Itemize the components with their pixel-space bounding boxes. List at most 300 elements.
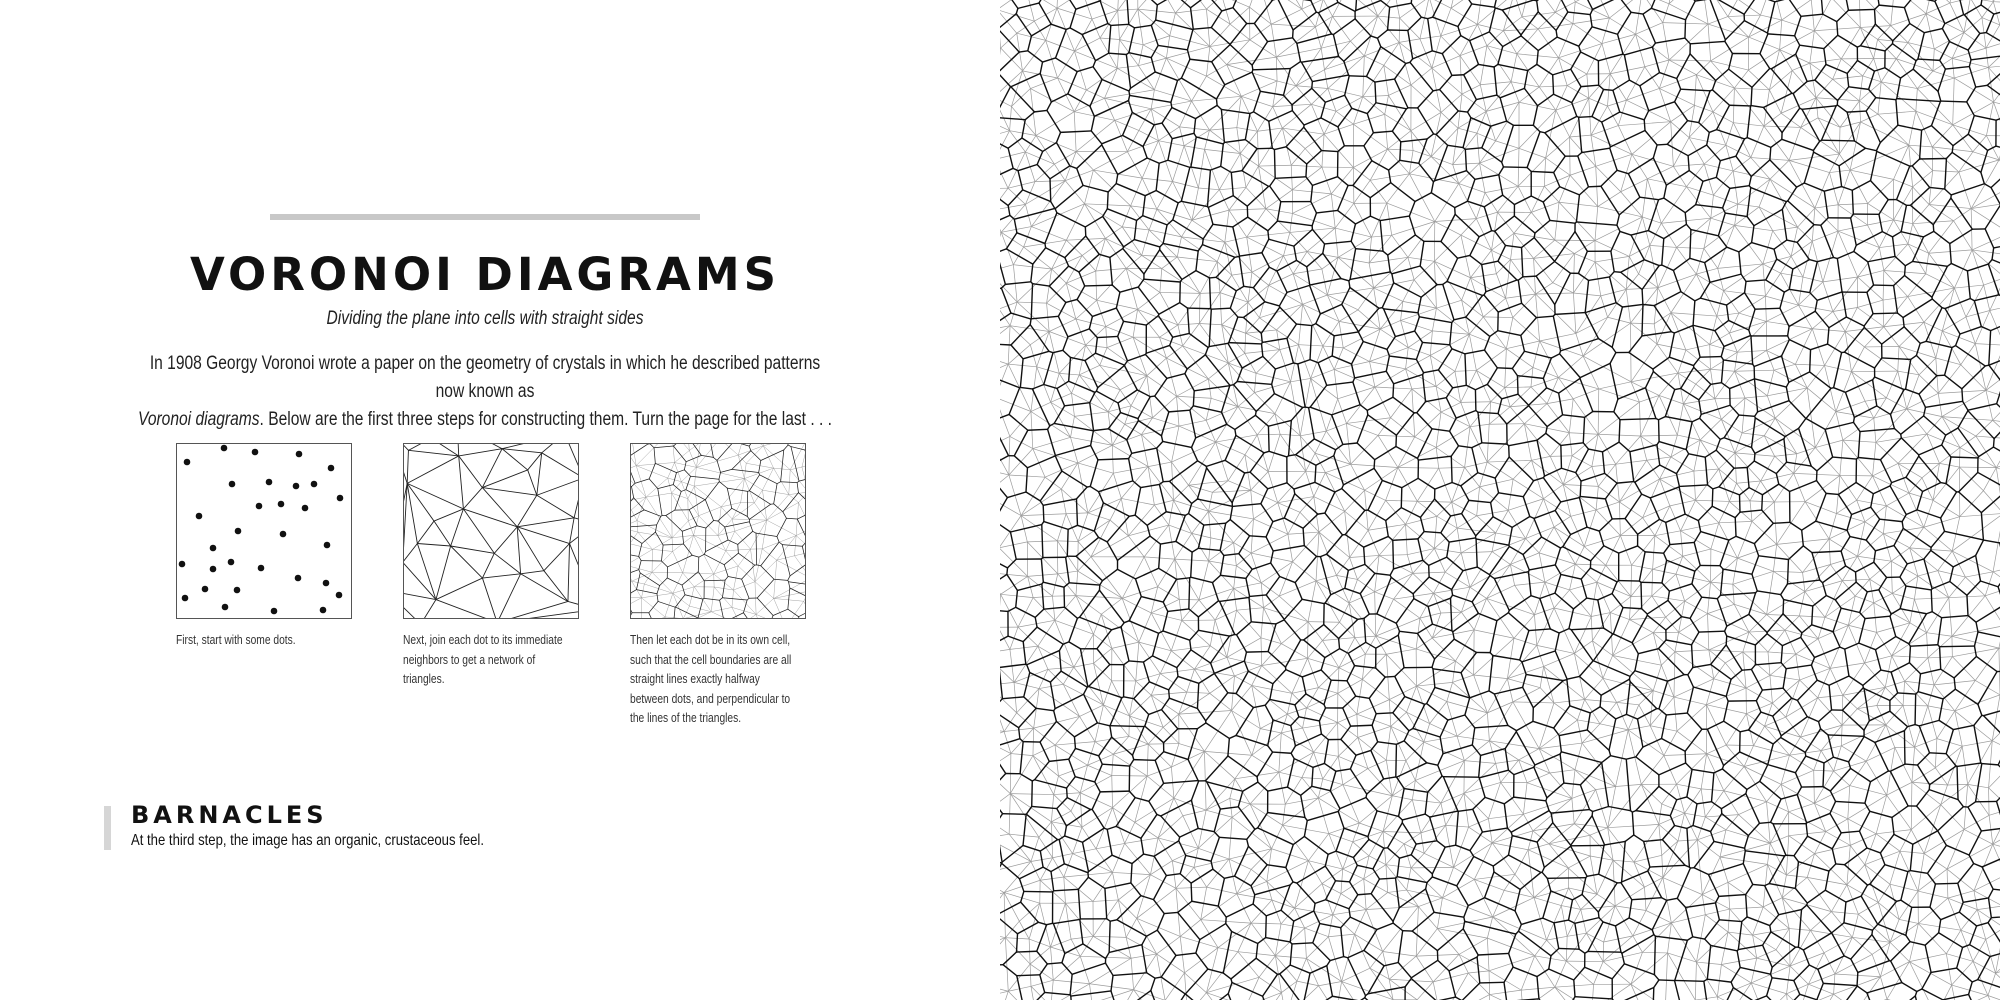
triangle-edge <box>1986 369 2000 390</box>
triangle-edge <box>1000 815 1009 834</box>
triangle-edge <box>1051 822 1052 858</box>
step-caption: Then let each dot be in its own cell, such that the cell boundaries are all straight lines exactly halfway between dots, and perpendicular to the lines of the triangles. <box>630 633 792 725</box>
triangle-edge <box>637 497 646 520</box>
dot <box>337 495 344 502</box>
step-triangles <box>403 443 579 690</box>
triangle-edge <box>1641 784 1658 824</box>
cell-boundary <box>1981 172 1984 183</box>
triangle-edge <box>1665 953 1667 1000</box>
triangle-edge <box>517 495 537 527</box>
triangle-edge <box>1915 706 1928 747</box>
triangle-edge <box>542 453 578 478</box>
triangle-edge <box>517 527 520 574</box>
cell-boundary <box>1976 556 1981 582</box>
triangle-edge <box>1208 490 1250 511</box>
triangle-edge <box>1917 89 1952 125</box>
triangle-edge <box>1118 900 1126 937</box>
triangle-edge <box>1000 876 1004 893</box>
cell-boundary <box>1280 577 1295 583</box>
dot <box>336 592 343 599</box>
cell-boundary <box>1155 977 1161 978</box>
triangle-edge <box>1539 749 1575 770</box>
triangle-edge <box>1993 824 2000 844</box>
triangle-edge <box>1461 533 1495 553</box>
triangle-edge <box>1383 831 1421 832</box>
cell-boundary <box>738 553 754 565</box>
voronoi-cells-figure <box>630 443 806 619</box>
triangle-edge <box>407 456 459 483</box>
intro-text-2: . Below are the first three steps for constructing them. Turn the page for the last . . . <box>259 409 832 430</box>
cell-boundary <box>717 460 720 472</box>
triangle-edge <box>1990 302 2000 311</box>
triangle-edge <box>1805 565 1831 592</box>
cell-boundary <box>1890 616 1896 636</box>
triangle-edge <box>1000 71 1022 97</box>
triangle-edge <box>1709 650 1743 652</box>
cell-boundary <box>788 576 790 580</box>
triangle-edge <box>1212 490 1250 492</box>
triangle-edge <box>631 466 636 472</box>
triangle-edge <box>1338 257 1374 288</box>
cell-boundary <box>666 516 682 532</box>
triangle-edge <box>1581 906 1615 909</box>
cell-boundary <box>777 518 787 536</box>
triangle-edge <box>544 571 568 602</box>
cell-boundary <box>1652 930 1654 935</box>
triangle-edge <box>1521 990 1523 1000</box>
triangle-edge <box>482 449 502 488</box>
triangle-edge <box>1378 0 1395 16</box>
cell-boundary <box>797 483 798 493</box>
triangle-edge <box>1789 154 1839 160</box>
triangle-edge <box>1933 463 1939 500</box>
triangle-edge <box>517 527 569 544</box>
cell-boundary <box>661 561 667 567</box>
triangle-edge <box>1513 702 1554 703</box>
triangle-edge <box>1250 0 1259 7</box>
dot <box>235 528 242 535</box>
cell-boundary <box>788 609 799 616</box>
triangle-edge <box>631 597 642 598</box>
cell-boundary <box>1654 975 1659 980</box>
triangle-edge <box>1411 131 1431 157</box>
triangle-edge <box>1424 825 1446 853</box>
triangle-edge <box>638 532 672 538</box>
cell-boundary <box>667 555 692 567</box>
triangle-edge <box>1433 982 1441 1000</box>
triangle-edge <box>521 571 544 574</box>
triangle-edge <box>1395 0 1400 18</box>
cell-boundary <box>1262 239 1269 253</box>
cell-boundary <box>1056 29 1067 58</box>
triangle-edge <box>1764 90 1769 126</box>
cell-boundary <box>697 526 706 528</box>
triangle-edge <box>1583 323 1630 356</box>
triangle-edge <box>482 574 520 578</box>
triangle-edge <box>1549 835 1590 844</box>
cell-boundary <box>1905 276 1932 298</box>
voronoi-pattern-illustration <box>1000 0 2000 1000</box>
dot <box>202 586 209 593</box>
cell-boundary <box>747 598 749 600</box>
triangle-edge <box>1417 501 1451 502</box>
cell-boundary <box>1456 845 1470 850</box>
triangle-edge <box>1708 614 1749 632</box>
cell-boundary <box>721 469 732 472</box>
triangle-edge <box>404 444 408 450</box>
triangle-edge <box>1113 808 1125 844</box>
triangle-edge <box>1724 791 1767 802</box>
dot <box>323 580 330 587</box>
dot <box>179 561 186 568</box>
triangle-edge <box>1271 24 1315 27</box>
cell-boundary <box>782 545 790 576</box>
cell-boundary <box>788 588 790 609</box>
cell-boundary <box>1554 156 1566 172</box>
triangle-edge <box>1860 26 1890 28</box>
triangle-edge <box>1970 0 1982 18</box>
cell-boundary <box>1100 0 1106 1</box>
cell-boundary <box>1903 528 1931 547</box>
triangle-edge <box>1117 68 1154 89</box>
cell-boundary <box>1455 201 1468 207</box>
triangle-edge <box>1279 752 1314 772</box>
triangle-edge <box>537 478 578 495</box>
triangle-edge <box>1031 412 1071 438</box>
triangle-edge <box>1705 815 1738 817</box>
cell-boundary <box>747 516 749 519</box>
cell-boundary <box>1894 546 1907 564</box>
cell-boundary <box>1161 977 1185 994</box>
cell-boundary <box>704 598 720 600</box>
cell-boundary <box>749 504 770 519</box>
cell-boundary <box>657 594 658 602</box>
triangle-edge <box>1674 652 1675 697</box>
triangle-edge <box>1631 323 1632 382</box>
cell-boundary <box>1932 266 1947 297</box>
triangle-edge <box>436 546 451 600</box>
cell-boundary <box>684 462 686 470</box>
triangle-edge <box>1773 571 1804 591</box>
triangle-edge <box>1528 850 1534 898</box>
triangle-edge <box>694 516 699 536</box>
cell-boundary <box>1955 689 1978 704</box>
triangle-edge <box>1184 130 1209 146</box>
dot <box>295 575 302 582</box>
triangle-edge <box>720 444 738 455</box>
triangle-edge <box>1066 238 1105 240</box>
cell-boundary <box>1007 492 1026 498</box>
cell-boundary <box>1909 663 1920 674</box>
triangle-edge <box>1847 845 1850 884</box>
triangle-edge <box>417 544 450 547</box>
triangle-edge <box>1275 414 1300 436</box>
cell-boundary <box>722 598 747 600</box>
cell-boundary <box>1445 845 1456 847</box>
triangle-edge <box>1004 893 1005 938</box>
cell-boundary <box>802 546 805 564</box>
triangle-edge <box>672 493 689 521</box>
cell-boundary <box>1991 188 2000 205</box>
cell-boundary <box>657 586 660 594</box>
triangle-edge <box>1892 593 1910 622</box>
triangle-edge <box>1158 798 1174 838</box>
cell-boundary <box>718 508 732 521</box>
dot <box>182 595 189 602</box>
cell-boundary <box>725 577 728 581</box>
cell-boundary <box>1896 637 1909 644</box>
triangle-edge <box>517 527 544 571</box>
triangle-edge <box>1913 224 1929 254</box>
triangle-edge <box>1489 995 1490 1000</box>
triangle-edge <box>1994 102 2000 111</box>
triangle-edge <box>1583 356 1631 382</box>
cell-boundary <box>1000 471 1007 497</box>
triangle-edge <box>734 590 757 614</box>
step-caption: Next, join each dot to its immediate neighbors to get a network of triangles. <box>403 633 563 686</box>
triangle-edge <box>1327 257 1338 295</box>
cell-boundary <box>1393 540 1394 569</box>
triangle-edge <box>1678 369 1711 373</box>
cell-boundary <box>1906 359 1911 389</box>
top-rule <box>270 214 700 220</box>
triangle-edge <box>774 598 786 618</box>
cell-boundary <box>655 525 656 532</box>
triangle-edge <box>1960 513 2000 516</box>
triangle-edge <box>1366 907 1418 910</box>
cell-boundary <box>1531 171 1553 172</box>
triangle-edge <box>1767 864 1782 897</box>
cell-boundary <box>788 445 791 447</box>
triangle-edge <box>1283 798 1319 825</box>
dot <box>256 503 263 510</box>
triangle-edge <box>1735 350 1767 371</box>
cell-boundary <box>727 488 747 491</box>
triangle-edge <box>1503 0 1514 31</box>
triangle-edge <box>1536 293 1574 294</box>
cell-boundary <box>749 522 752 532</box>
triangle-edge <box>1158 838 1198 848</box>
triangle-edge <box>1650 245 1658 287</box>
triangle-edge <box>1972 250 2000 278</box>
triangle-edge <box>1000 682 1014 685</box>
triangle-edge <box>1451 0 1483 8</box>
cell-boundary <box>1906 586 1931 590</box>
triangle-edge <box>1845 332 1851 372</box>
triangle-edge <box>1898 371 1907 409</box>
cell-boundary <box>1655 936 1687 940</box>
triangle-edge <box>631 549 652 565</box>
triangle-edge <box>1051 402 1071 437</box>
triangle-edge <box>570 524 578 544</box>
triangle-edge <box>537 495 574 518</box>
page-title: VORONOI DIAGRAMS <box>189 248 781 301</box>
triangle-edge <box>1890 923 1918 942</box>
cell-boundary <box>631 570 639 579</box>
triangle-edge <box>1000 861 1031 875</box>
triangle-edge <box>1505 367 1533 387</box>
cell-boundary <box>759 472 760 474</box>
cell-boundary <box>724 565 728 577</box>
cell-boundary <box>1388 7 1390 30</box>
cell-boundary <box>761 450 784 461</box>
triangle-edge <box>1996 468 2000 514</box>
triangle-edge <box>421 600 436 618</box>
cell-boundary <box>1585 313 1598 339</box>
triangle-edge <box>404 562 436 599</box>
triangle-edge <box>683 573 714 574</box>
dots-figure <box>176 443 352 619</box>
triangle-edge <box>1280 434 1306 471</box>
cell-boundary <box>1978 704 1982 715</box>
triangle-edge <box>1626 256 1629 289</box>
cell-boundary <box>1295 583 1302 600</box>
triangle-edge <box>1339 321 1380 329</box>
dot <box>280 531 287 538</box>
triangle-edge <box>1141 426 1179 435</box>
triangle-edge <box>1985 596 2000 626</box>
triangle-edge <box>1172 462 1174 500</box>
triangle-edge <box>1319 986 1337 1000</box>
cell-boundary <box>701 455 713 457</box>
triangle-edge <box>1215 620 1227 657</box>
cell-boundary <box>1909 646 1910 663</box>
triangle-edge <box>1942 417 1993 421</box>
cell-boundary <box>1394 560 1423 569</box>
triangle-edge <box>1446 793 1464 825</box>
cell-boundary <box>1654 980 1659 988</box>
cell-boundary <box>631 510 644 519</box>
cell-boundary <box>673 473 676 485</box>
triangle-edge <box>1113 744 1148 754</box>
triangle-edge <box>1222 0 1230 24</box>
triangle-edge <box>459 456 483 488</box>
cell-boundary <box>655 463 676 472</box>
cell-boundary <box>753 531 756 533</box>
triangle-edge <box>1996 454 2000 467</box>
triangle-edge <box>1005 938 1008 992</box>
right-page <box>1000 0 2000 1000</box>
cell-boundary <box>757 565 761 566</box>
cell-boundary <box>1554 172 1560 186</box>
cell-boundary <box>1185 369 1187 374</box>
triangle-edge <box>1669 60 1711 61</box>
triangle-edge <box>1874 603 1910 623</box>
triangle-edge <box>1568 0 1575 2</box>
triangle-edge <box>1533 798 1572 830</box>
triangle-edge <box>1850 145 1909 170</box>
cell-boundary <box>673 446 686 462</box>
cell-boundary <box>649 613 653 618</box>
cell-boundary <box>1225 460 1245 473</box>
cell-boundary <box>1704 981 1709 1000</box>
triangle-edge <box>1215 588 1234 620</box>
cell-boundary <box>698 572 704 581</box>
cell-boundary <box>788 580 789 581</box>
cell-boundary <box>690 476 718 479</box>
triangle-edge <box>1262 658 1308 665</box>
triangle-edge <box>738 444 745 455</box>
triangle-edge <box>568 601 578 609</box>
dot <box>196 513 203 520</box>
triangle-edge <box>1711 558 1738 582</box>
cell-boundary <box>1991 163 2000 187</box>
dot <box>258 565 265 572</box>
triangle-edge <box>1487 564 1511 598</box>
triangle-edge <box>1000 732 1004 740</box>
triangle-edge <box>1179 710 1232 714</box>
triangle-edge <box>1000 572 1001 594</box>
cell-boundary <box>682 531 683 544</box>
cell-boundary <box>760 475 778 484</box>
triangle-edge <box>1908 244 1926 274</box>
cell-boundary <box>1358 618 1364 619</box>
triangle-edge <box>1857 709 1886 725</box>
triangle-edge <box>1984 278 2000 285</box>
dot <box>271 608 278 615</box>
triangle-edge <box>689 444 700 451</box>
triangle-edge <box>1975 344 2000 346</box>
triangle-edge <box>1281 993 1285 1000</box>
triangle-edge <box>1039 689 1080 717</box>
triangle-edge <box>1000 834 1009 838</box>
triangle-edge <box>1538 24 1573 29</box>
cell-boundary <box>728 577 742 580</box>
cell-boundary <box>743 600 747 613</box>
triangle-edge <box>1555 987 1590 1000</box>
dot <box>328 465 335 472</box>
cell-boundary <box>1443 281 1447 284</box>
triangle-edge <box>1642 0 1669 4</box>
triangle-edge <box>763 444 805 446</box>
intro-emphasis: Voronoi diagrams <box>138 409 260 430</box>
cell-boundary <box>781 450 784 482</box>
triangle-edge <box>1686 187 1710 219</box>
triangle-edge <box>1000 938 1005 981</box>
triangle-edge <box>1415 742 1424 780</box>
dot <box>229 481 236 488</box>
triangle-edge <box>1000 475 1009 495</box>
triangle-edge <box>1697 840 1702 895</box>
triangle-edge <box>1631 984 1665 1000</box>
triangle-edge <box>1489 741 1539 749</box>
triangle-edge <box>1745 398 1775 418</box>
cell-boundary <box>657 516 661 525</box>
triangle-edge <box>1057 0 1082 8</box>
triangle-edge <box>1174 798 1206 810</box>
triangle-edge <box>1534 254 1575 259</box>
triangle-edge <box>502 449 528 470</box>
cell-boundary <box>1717 105 1730 129</box>
triangle-edge <box>1671 923 1696 962</box>
triangle-edge <box>1030 89 1074 112</box>
cell-boundary <box>1675 940 1688 980</box>
triangle-edge <box>1000 188 1008 210</box>
triangle-edge <box>804 591 805 601</box>
cell-boundary <box>756 533 777 536</box>
cell-boundary <box>644 510 661 516</box>
triangle-edge <box>1859 0 1860 27</box>
triangle-edge <box>804 601 805 618</box>
triangle-edge <box>1000 354 1008 365</box>
cell-boundary <box>1252 65 1253 70</box>
cell-boundary <box>777 482 781 484</box>
cell-boundary <box>1976 656 1997 671</box>
cell-boundary <box>654 448 655 464</box>
triangle-edge <box>1412 389 1441 412</box>
cell-boundary <box>704 552 705 555</box>
cell-boundary <box>639 543 642 556</box>
